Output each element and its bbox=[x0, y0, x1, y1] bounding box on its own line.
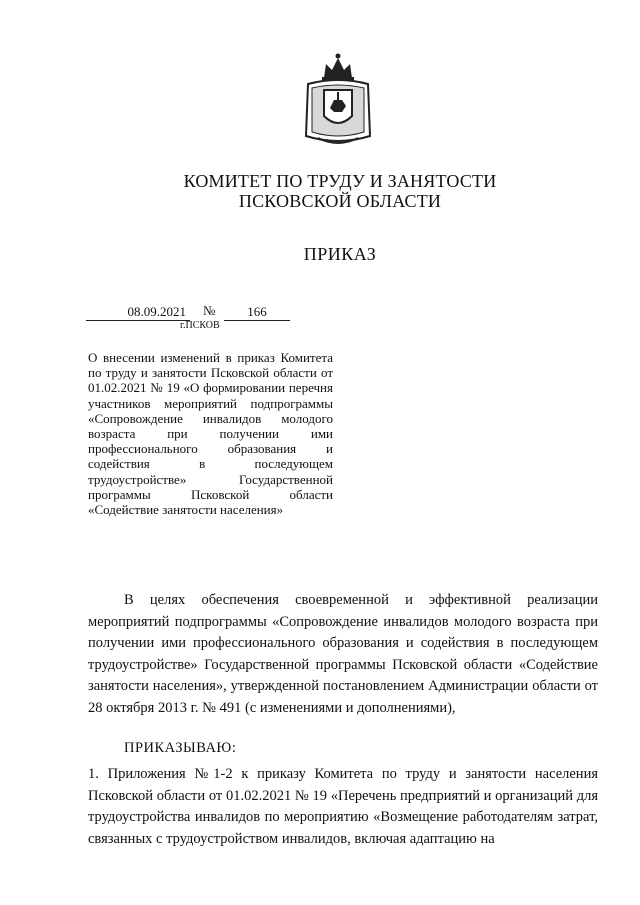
number-sign: № bbox=[203, 303, 216, 318]
order-heading: ПРИКАЗЫВАЮ: bbox=[124, 740, 237, 756]
document-number: 166 bbox=[224, 304, 290, 321]
document-city: г.ПСКОВ bbox=[180, 320, 220, 331]
order-item-1: 1. Приложения №1-2 к приказу Комитета по труду и занятости населения Псковской области от 01.02.2021 № 19 «Перечень предприятий и организаций для трудоустройства инвалидов по мероприятию «Возмещение работодателям затрат, связанных с трудоустройством инвалидов, включая адаптацию на bbox=[88, 766, 598, 847]
document-subject: О внесении изменений в приказ Комитета по труду и занятости Псковской области от 01.02.2021 № 19 «О формировании перечня участников мероприятий подпрограммы «Сопровождение инвалидов молодого возраста при получении ими профессионального образования и содействия в последующем трудоустройстве» Государственной программы Псковской области «Содействие занятости населения» bbox=[88, 350, 333, 518]
document-type: ПРИКАЗ bbox=[303, 244, 377, 264]
document-date: 08.09.2021 bbox=[86, 304, 190, 321]
preamble-paragraph: В целях обеспечения своевременной и эффективной реализации мероприятий подпрограммы «Сопровождение инвалидов молодого возраста при получении ими профессионального образования и содействия в последующем трудоустройстве» Государственной программы Псковской области «Содействие занятости населения», утвержденной постановлением Администрации области от 28 октября 2013 г. № 491 (с изменениями и дополнениями), bbox=[88, 592, 598, 716]
coat-of-arms-icon bbox=[298, 50, 378, 150]
org-name-line1: КОМИТЕТ ПО ТРУДУ И ЗАНЯТОСТИ bbox=[183, 171, 497, 191]
org-name-line2: ПСКОВСКОЙ ОБЛАСТИ bbox=[238, 191, 442, 211]
